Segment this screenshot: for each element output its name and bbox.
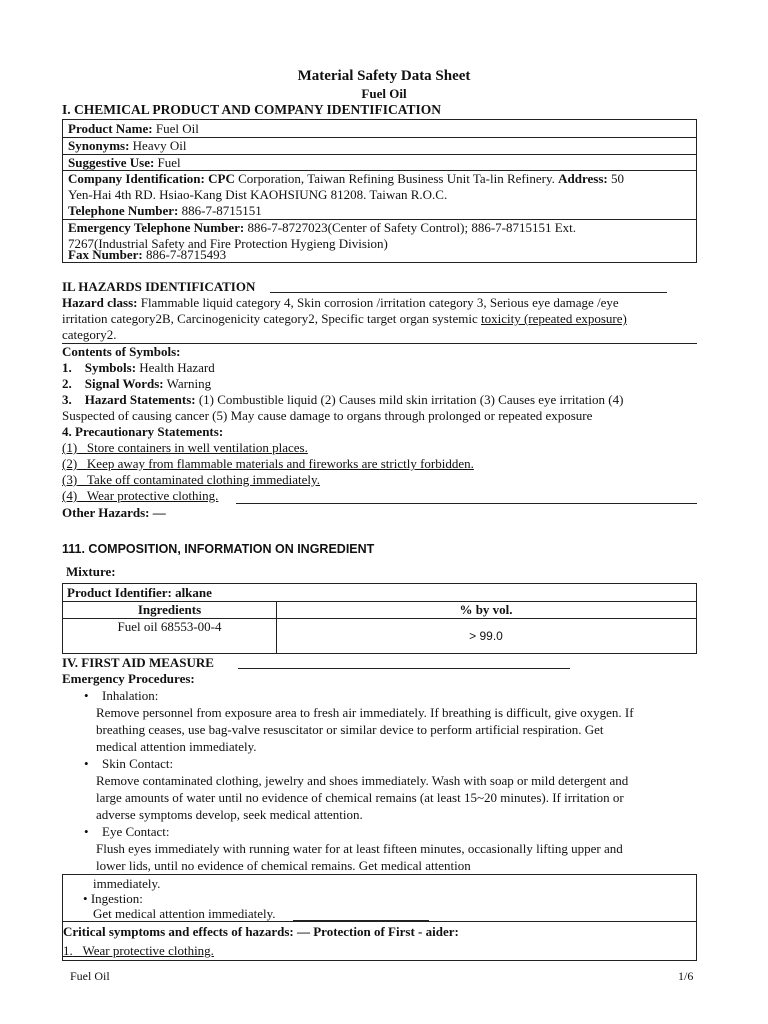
document-title: Material Safety Data Sheet (297, 68, 471, 84)
inhalation-text: Remove personnel from exposure area to fresh air immediately. If breathing is difficult, give oxygen. If (96, 705, 634, 720)
precaution-item: (2) Keep away from flammable materials and fireworks are strictly forbidden. (62, 456, 474, 471)
footer-left: Fuel Oil (70, 969, 110, 983)
section-3-heading: 111. COMPOSITION, INFORMATION ON INGREDIENT (62, 542, 375, 556)
emergency-phone-row: Emergency Telephone Number: 886-7-8727023(Center of Safety Control); 886-7-8715151 Ext. (68, 220, 577, 235)
hazard-statements-line1: 3. Hazard Statements: (1) Combustible liquid (2) Causes mild skin irritation (3) Causes eye irritation (4) (62, 392, 624, 407)
precautionary-statements-label: 4. Precautionary Statements: (62, 424, 224, 439)
eye-contact-text: lower lids, until no evidence of chemical remains. Get medical attention (96, 858, 471, 873)
symbols-line: 1. Symbols: Health Hazard (62, 360, 215, 375)
section-4-heading: IV. FIRST AID MEASURE (62, 655, 214, 670)
contents-of-symbols: Contents of Symbols: (62, 344, 181, 359)
heading-rule (270, 292, 667, 293)
rule (236, 503, 697, 504)
eye-contact-text: Flush eyes immediately with running water for at least fifteen minutes, occasionally lifting upper and (96, 841, 623, 856)
inhalation-text: breathing ceases, use bag-valve resuscitator or similar device to perform artificial respiration. Get (96, 722, 604, 737)
mixture-label: Mixture: (66, 564, 116, 579)
emergency-procedures: Emergency Procedures: (62, 671, 195, 686)
identification-table (62, 119, 697, 263)
telephone-row: Telephone Number: 886-7-8715151 (68, 203, 262, 218)
precaution-item: (4) Wear protective clothing. (62, 488, 219, 503)
protection-item: 1. Wear protective clothing. (63, 943, 214, 958)
hazard-class-line1: Hazard class: Flammable liquid category 4, Skin corrosion /irritation category 3, Serious eye damage /eye (62, 295, 619, 310)
ingestion-label: • Ingestion: (83, 891, 143, 906)
eye-contact-label: • Eye Contact: (84, 824, 170, 839)
ingredient-cell: Fuel oil 68553-00-4 (117, 619, 222, 634)
suggestive-use-row: Suggestive Use: Fuel (68, 155, 181, 170)
col-header-pct: % by vol. (459, 602, 513, 617)
heading-rule (238, 668, 570, 669)
hazard-class-line3: category2. (62, 327, 117, 342)
precaution-item: (1) Store containers in well ventilation places. (62, 440, 308, 455)
emergency-phone-line2: 7267(Industrial Safety and Fire Protection Hygieng Division) (68, 236, 388, 251)
fax-row: Fax Number: 886-7-8715493 (68, 247, 227, 262)
inhalation-text: medical attention immediately. (96, 739, 257, 754)
address-line: Yen-Hai 4th RD. Hsiao-Kang Dist KAOHSIUNG 81208. Taiwan R.O.C. (68, 187, 448, 202)
hazard-class-line2: irritation category2B, Carcinogenicity category2, Specific target organ systemic toxicity (repeated exposure) (62, 311, 627, 326)
other-hazards: Other Hazards: — (62, 505, 166, 520)
pct-cell: > 99.0 (469, 629, 503, 643)
product-identifier: Product Identifier: alkane (67, 585, 212, 600)
skin-contact-text: adverse symptoms develop, seek medical attention. (96, 807, 363, 822)
eye-contact-text: immediately. (93, 876, 161, 891)
product-name-row: Product Name: Fuel Oil (68, 121, 199, 136)
ingestion-text: Get medical attention immediately. (93, 906, 276, 921)
page-number: 1/6 (678, 969, 694, 983)
skin-contact-text: Remove contaminated clothing, jewelry and shoes immediately. Wash with soap or mild detergent and (96, 773, 629, 788)
synonyms-row: Synonyms: Heavy Oil (68, 138, 187, 153)
skin-contact-text: large amounts of water until no evidence of chemical remains (at least 15~20 minutes). If irritation or (96, 790, 624, 805)
col-header-ingredients: Ingredients (137, 602, 202, 617)
first-aid-box (62, 874, 697, 961)
section-2-heading: IL HAZARDS IDENTIFICATION (62, 279, 256, 294)
signal-words-line: 2. Signal Words: Warning (62, 376, 212, 391)
document-subtitle: Fuel Oil (361, 86, 407, 101)
hazard-statements-line2: Suspected of causing cancer (5) May cause damage to organs through prolonged or repeated exposure (62, 408, 593, 423)
section-1-heading: I. CHEMICAL PRODUCT AND COMPANY IDENTIFICATION (62, 102, 442, 117)
inhalation-label: • Inhalation: (84, 688, 159, 703)
critical-symptoms: Critical symptoms and effects of hazards: — Protection of First - aider: (63, 924, 459, 939)
composition-table (62, 583, 697, 654)
company-row: Company Identification: CPC Corporation, Taiwan Refining Business Unit Ta-lin Refinery. Address: 50 (68, 171, 624, 186)
precaution-item: (3) Take off contaminated clothing immediately. (62, 472, 320, 487)
skin-contact-label: • Skin Contact: (84, 756, 174, 771)
